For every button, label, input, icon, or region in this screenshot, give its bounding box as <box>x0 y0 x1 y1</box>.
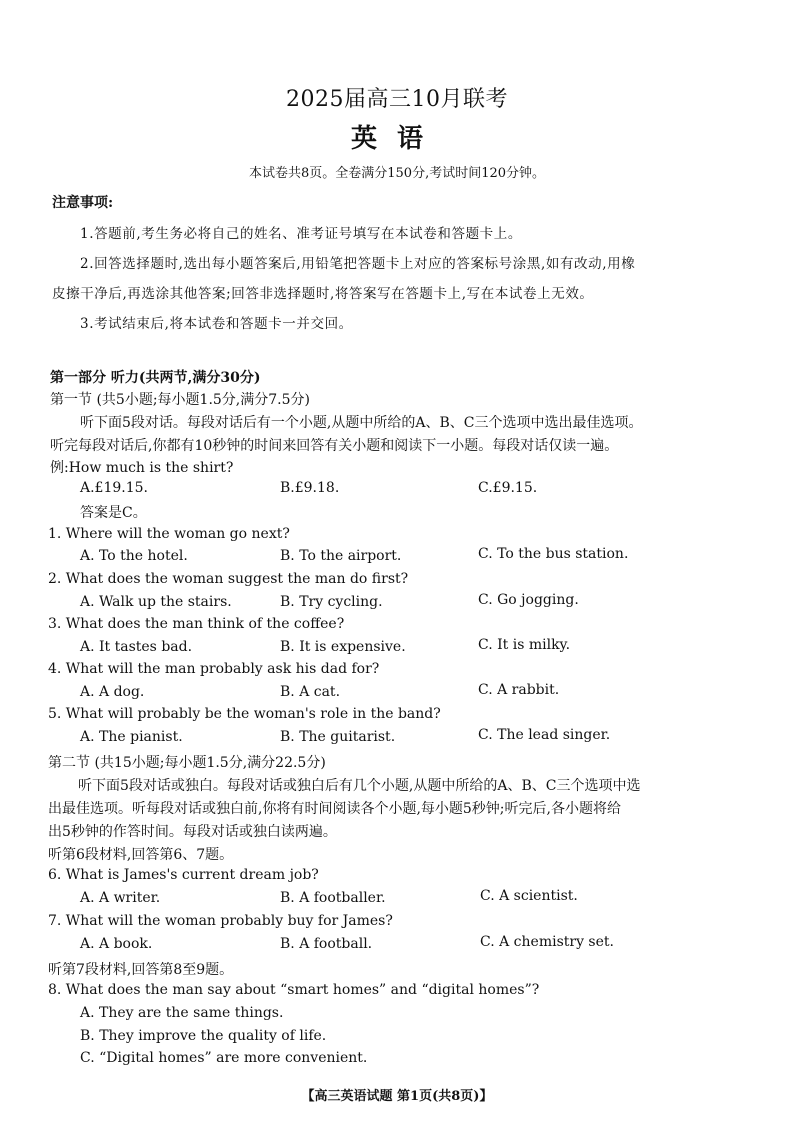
q6-option-a: A. A writer. <box>80 890 161 906</box>
question-7: 7. What will the woman probably buy for James? <box>48 913 393 929</box>
question-4: 4. What will the man probably ask his dad for? <box>48 661 380 677</box>
note-item-2-line-1: 2.回答选择题时,选出每小题答案后,用铅笔把答题卡上对应的答案标号涂黑,如有改动,用橡 <box>80 256 636 272</box>
example-question: 例:How much is the shirt? <box>50 460 234 476</box>
q1-option-a: A. To the hotel. <box>80 548 188 564</box>
q4-option-c: C. A rabbit. <box>478 682 560 698</box>
q3-option-b: B. It is expensive. <box>280 639 406 655</box>
question-1: 1. Where will the woman go next? <box>48 526 290 542</box>
exam-info: 本试卷共8页。全卷满分150分,考试时间120分钟。 <box>248 166 546 181</box>
section2-instruction-1: 听下面5段对话或独白。每段对话或独白后有几个小题,从题中所给的A、B、C三个选项中选 <box>78 778 641 794</box>
question-2: 2. What does the woman suggest the man do first? <box>48 571 409 587</box>
note-item-2-line-2: 皮擦干净后,再选涂其他答案;回答非选择题时,将答案写在答题卡上,写在本试卷上无效。 <box>52 286 594 302</box>
question-8: 8. What does the man say about “smart homes” and “digital homes”? <box>48 982 540 998</box>
q5-option-c: C. The lead singer. <box>478 727 611 743</box>
q7-option-a: A. A book. <box>80 936 153 952</box>
question-6: 6. What is James's current dream job? <box>48 867 319 883</box>
q2-option-b: B. Try cycling. <box>280 594 383 610</box>
exam-title: 2025届高三10月联考 <box>286 87 508 112</box>
material-7-instruction: 听第7段材料,回答第8至9题。 <box>48 962 234 978</box>
example-option-c: C.£9.15. <box>478 480 538 496</box>
question-5: 5. What will probably be the woman's role in the band? <box>48 706 441 722</box>
q2-option-a: A. Walk up the stairs. <box>80 594 232 610</box>
note-item-3: 3.考试结束后,将本试卷和答题卡一并交回。 <box>80 316 353 332</box>
q2-option-c: C. Go jogging. <box>478 592 579 608</box>
section1-heading: 第一节 (共5小题;每小题1.5分,满分7.5分) <box>50 392 310 408</box>
example-option-a: A.£19.15. <box>80 480 148 496</box>
q4-option-b: B. A cat. <box>280 684 341 700</box>
q5-option-a: A. The pianist. <box>80 729 183 745</box>
section1-instruction-1: 听下面5段对话。每段对话后有一个小题,从题中所给的A、B、C三个选项中选出最佳选项。 <box>80 415 643 431</box>
q4-option-a: A. A dog. <box>80 684 145 700</box>
section2-instruction-2: 出最佳选项。听每段对话或独白前,你将有时间阅读各个小题,每小题5秒钟;听完后,各小题将给 <box>48 801 621 817</box>
subject-title: 英语 <box>350 124 443 154</box>
notes-heading: 注意事项: <box>52 195 114 211</box>
q1-option-c: C. To the bus station. <box>478 546 629 562</box>
q6-option-c: C. A scientist. <box>480 888 578 904</box>
example-option-b: B.£9.18. <box>280 480 340 496</box>
section1-instruction-2: 听完每段对话后,你都有10秒钟的时间来回答有关小题和阅读下一小题。每段对话仅读一遍。 <box>50 438 619 454</box>
q3-option-a: A. It tastes bad. <box>80 639 193 655</box>
q8-option-c: C. “Digital homes” are more convenient. <box>80 1050 368 1066</box>
q5-option-b: B. The guitarist. <box>280 729 396 745</box>
part1-heading: 第一部分 听力(共两节,满分30分) <box>50 370 261 386</box>
page-footer: 【高三英语试题 第1页(共8页)】 <box>301 1089 493 1104</box>
section2-heading: 第二节 (共15小题;每小题1.5分,满分22.5分) <box>48 755 326 771</box>
note-item-1: 1.答题前,考生务必将自己的姓名、准考证号填写在本试卷和答题卡上。 <box>80 226 522 242</box>
q6-option-b: B. A footballer. <box>280 890 386 906</box>
q3-option-c: C. It is milky. <box>478 637 571 653</box>
q8-option-b: B. They improve the quality of life. <box>80 1028 327 1044</box>
question-3: 3. What does the man think of the coffee? <box>48 616 345 632</box>
material-6-instruction: 听第6段材料,回答第6、7题。 <box>48 847 234 863</box>
section2-instruction-3: 出5秒钟的作答时间。每段对话或独白读两遍。 <box>48 824 337 840</box>
q7-option-b: B. A football. <box>280 936 373 952</box>
q1-option-b: B. To the airport. <box>280 548 402 564</box>
q7-option-c: C. A chemistry set. <box>480 934 614 950</box>
q8-option-a: A. They are the same things. <box>80 1005 284 1021</box>
example-answer: 答案是C。 <box>80 505 147 521</box>
